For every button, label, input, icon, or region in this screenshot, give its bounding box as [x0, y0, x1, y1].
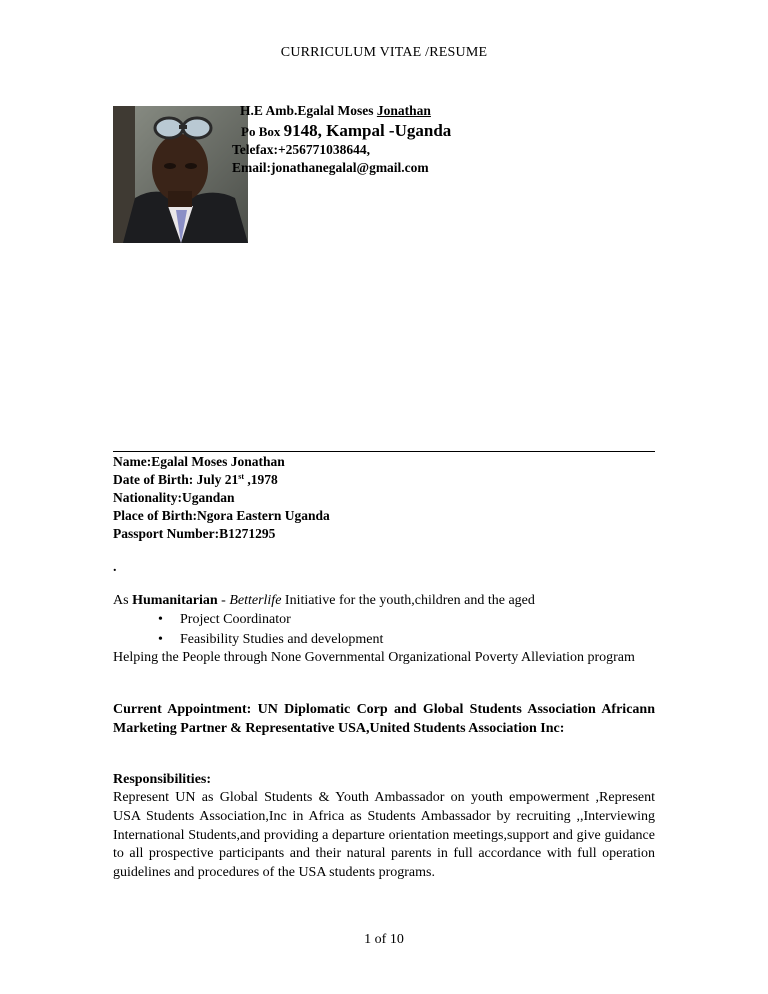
contact-telefax: Telefax:+256771038644, — [232, 142, 371, 157]
bullet-text: Project Coordinator — [180, 612, 291, 627]
dash-text: - — [217, 593, 230, 608]
horizontal-rule — [113, 451, 655, 452]
document-title: CURRICULUM VITAE /RESUME — [280, 45, 488, 60]
as-text: As — [113, 593, 133, 608]
bullet-icon: • — [158, 632, 163, 647]
org-text: Betterlife — [229, 593, 282, 608]
responsibilities-text: Represent UN as Global Students & Youth Ambassador on youth empowerment ,Represent USA Students Association,Inc in Africa as Students Ambassador by recruiting ,,Interviewing International Students,and providing a departure orientation meetings,support and give guidance to all prospective participants and their natural parents in full accordance with full operation guidelines and procedures of the USA students programs. — [113, 790, 655, 881]
page-number: 1 of 10 — [364, 932, 404, 947]
contact-pobox — [241, 121, 451, 141]
contact-email: Email:jonathanegalal@gmail.com — [232, 160, 429, 175]
separator-dot: . — [113, 560, 117, 575]
contact-name — [240, 101, 431, 120]
role-text: Humanitarian — [132, 593, 218, 608]
dob-text: Date of Birth: July 21 — [113, 472, 239, 487]
detail-nationality: Nationality:Ugandan — [113, 490, 235, 505]
dob-sup: st — [238, 472, 245, 481]
pobox-value: 9148, Kampal -Uganda — [283, 121, 452, 140]
detail-place-of-birth: Place of Birth:Ngora Eastern Uganda — [113, 508, 330, 523]
profile-photo — [113, 106, 248, 243]
bullet-icon: • — [158, 612, 163, 627]
current-appointment: Current Appointment: UN Diplomatic Corp and Global Students Association Africann Marketing Partner & Representative USA,United Students Association Inc: — [113, 702, 655, 736]
humanitarian-line — [113, 592, 655, 611]
helping-paragraph: Helping the People through None Governmental Organizational Poverty Alleviation program — [113, 650, 635, 665]
responsibilities-heading: Responsibilities: — [113, 772, 212, 787]
bullet-item — [158, 631, 383, 650]
dob-year: ,1978 — [244, 472, 278, 487]
bullet-text: Feasibility Studies and development — [180, 632, 384, 647]
portrait-image — [113, 106, 248, 243]
bullet-item — [158, 611, 291, 630]
name-text: H.E Amb.Egalal Moses — [240, 103, 377, 118]
detail-name: Name:Egalal Moses Jonathan — [113, 454, 285, 469]
detail-dob — [113, 471, 330, 489]
initiative-text: Initiative for the youth,children and the aged — [281, 593, 535, 608]
detail-passport: Passport Number:B1271295 — [113, 526, 276, 541]
pobox-label: Po Box — [241, 124, 284, 139]
name-underlined: Jonathan — [376, 103, 431, 118]
personal-details — [113, 453, 330, 543]
